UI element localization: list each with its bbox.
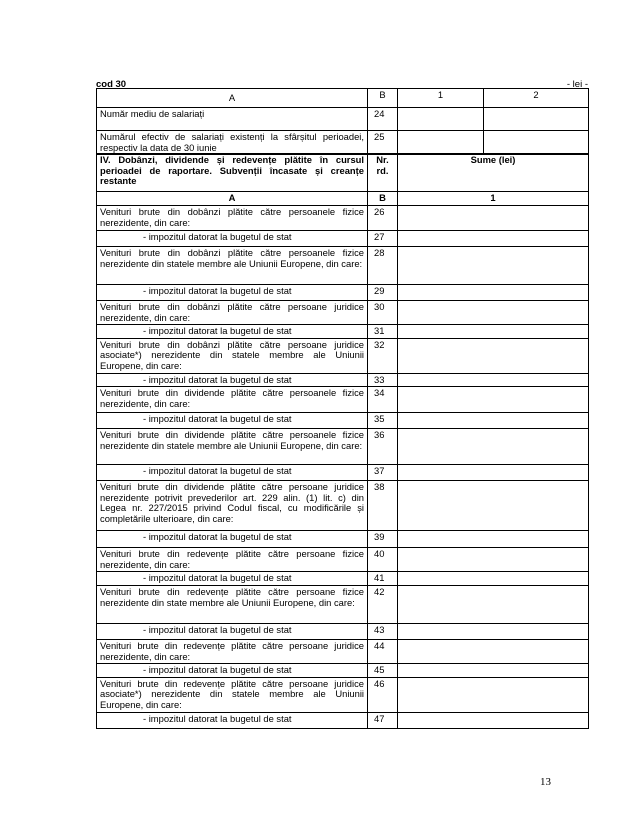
value-cell[interactable]: [398, 231, 589, 247]
table-row: [97, 301, 589, 325]
row-number: 36: [368, 429, 398, 465]
row-number: 46: [368, 677, 398, 712]
row-number: 31: [368, 325, 398, 339]
table-row: [97, 285, 589, 301]
value-cell[interactable]: [398, 481, 589, 531]
table-row: [97, 481, 589, 531]
col-header-1: 1: [398, 192, 589, 206]
row-label: Venituri brute din dobânzi plătite către persoane juridice nerezidente, din care:: [97, 301, 368, 325]
row-label: Număr mediu de salariați: [97, 108, 368, 131]
table-row: [97, 206, 589, 231]
row-label-tax: - impozitul datorat la bugetul de stat: [97, 465, 368, 481]
row-label: Venituri brute din redevențe plătite către persoane fizice nerezidente, din care:: [97, 548, 368, 572]
row-number: 34: [368, 387, 398, 413]
value-cell[interactable]: [398, 531, 589, 548]
value-cell[interactable]: [398, 639, 589, 663]
value-cell[interactable]: [398, 677, 589, 712]
value-cell[interactable]: [398, 465, 589, 481]
value-cell[interactable]: [398, 712, 589, 728]
row-label: Venituri brute din dividende plătite către persoane juridice nerezidente potrivit prevederilor art. 229 alin. (1) lit. c) din Legea nr. 227/2015 privind Codul fiscal, cu modificările și completările ulterioare, din care:: [97, 481, 368, 531]
table-row: [97, 677, 589, 712]
table-row: [97, 572, 589, 586]
row-number: 41: [368, 572, 398, 586]
sume-header: Sume (lei): [398, 154, 589, 192]
row-label: Venituri brute din dividende plătite către persoanele fizice nerezidente din statele membre ale Uniunii Europene, din care:: [97, 429, 368, 465]
row-number: 40: [368, 548, 398, 572]
interest-dividends-royalties-table: [96, 153, 589, 729]
value-cell[interactable]: [398, 285, 589, 301]
value-cell[interactable]: [398, 325, 589, 339]
row-label-tax: - impozitul datorat la bugetul de stat: [97, 712, 368, 728]
row-number: 27: [368, 231, 398, 247]
employees-table: [96, 88, 589, 155]
row-label-tax: - impozitul datorat la bugetul de stat: [97, 285, 368, 301]
page-number: 13: [540, 776, 551, 788]
table-row: [97, 325, 589, 339]
row-number: 24: [368, 108, 398, 131]
row-number: 29: [368, 285, 398, 301]
table-row: [97, 531, 589, 548]
table-row: [97, 548, 589, 572]
row-label-tax: - impozitul datorat la bugetul de stat: [97, 531, 368, 548]
row-number: 38: [368, 481, 398, 531]
col-header-1: 1: [398, 89, 484, 108]
table-row: [97, 664, 589, 678]
col-header-2: 2: [484, 89, 589, 108]
row-number: 32: [368, 338, 398, 373]
table-row: [97, 338, 589, 373]
table-row: [97, 623, 589, 639]
row-label: Numărul efectiv de salariați existenți la sfârșitul perioadei, respectiv la data de 30 iunie: [97, 131, 368, 155]
row-number: 26: [368, 206, 398, 231]
row-label-tax: - impozitul datorat la bugetul de stat: [97, 664, 368, 678]
section-title: IV. Dobânzi, dividende și redevențe plătite în cursul perioadei de raportare. Subvenții încasate și creanțe restante: [97, 154, 368, 192]
row-number: 43: [368, 623, 398, 639]
table-row: [97, 373, 589, 387]
col-header-b: B: [368, 192, 398, 206]
form-code: cod 30: [96, 79, 127, 90]
row-number: 42: [368, 585, 398, 623]
table-row: [97, 387, 589, 413]
row-number: 33: [368, 373, 398, 387]
table-row: [97, 413, 589, 429]
row-label: Venituri brute din redevențe plătite către persoane juridice nerezidente, din care:: [97, 639, 368, 663]
row-number: 39: [368, 531, 398, 548]
row-label-tax: - impozitul datorat la bugetul de stat: [97, 373, 368, 387]
col-header-a: A: [97, 89, 368, 108]
value-cell[interactable]: [398, 338, 589, 373]
row-number: 45: [368, 664, 398, 678]
row-label-tax: - impozitul datorat la bugetul de stat: [97, 572, 368, 586]
row-number: 30: [368, 301, 398, 325]
value-cell[interactable]: [398, 664, 589, 678]
table-row: [97, 231, 589, 247]
value-cell[interactable]: [484, 131, 589, 155]
value-cell[interactable]: [398, 623, 589, 639]
table-row: [97, 465, 589, 481]
table-row: [97, 247, 589, 285]
value-cell[interactable]: [398, 548, 589, 572]
table-row: [97, 429, 589, 465]
value-cell[interactable]: [398, 131, 484, 155]
row-label: Venituri brute din dobânzi plătite către persoanele fizice nerezidente din statele membre ale Uniunii Europene, din care:: [97, 247, 368, 285]
value-cell[interactable]: [398, 206, 589, 231]
row-number: 37: [368, 465, 398, 481]
value-cell[interactable]: [398, 387, 589, 413]
row-label-tax: - impozitul datorat la bugetul de stat: [97, 623, 368, 639]
value-cell[interactable]: [484, 108, 589, 131]
value-cell[interactable]: [398, 108, 484, 131]
value-cell[interactable]: [398, 373, 589, 387]
row-number: 47: [368, 712, 398, 728]
table-row: [97, 639, 589, 663]
table-row: [97, 712, 589, 728]
col-header-b: B: [368, 89, 398, 108]
row-label: Venituri brute din redevențe plătite către persoane fizice nerezidente din state membre ale Uniunii Europene, din care:: [97, 585, 368, 623]
value-cell[interactable]: [398, 413, 589, 429]
row-label: Venituri brute din dividende plătite către persoanele fizice nerezidente, din care:: [97, 387, 368, 413]
col-header-a: A: [97, 192, 368, 206]
row-label: Venituri brute din dobânzi plătite către persoanele fizice nerezidente, din care:: [97, 206, 368, 231]
nr-rd-header: Nr. rd.: [368, 154, 398, 192]
value-cell[interactable]: [398, 429, 589, 465]
row-label: Venituri brute din redevențe plătite către persoane juridice asociate*) nerezidente din statele membre ale Uniunii Europene, din care:: [97, 677, 368, 712]
row-label-tax: - impozitul datorat la bugetul de stat: [97, 413, 368, 429]
currency-unit: - lei -: [566, 79, 588, 90]
table-row: [97, 585, 589, 623]
row-label: Venituri brute din dobânzi plătite către persoane juridice asociate*) nerezidente din statele membre ale Uniunii Europene, din care:: [97, 338, 368, 373]
row-number: 25: [368, 131, 398, 155]
row-label-tax: - impozitul datorat la bugetul de stat: [97, 325, 368, 339]
row-number: 44: [368, 639, 398, 663]
row-label-tax: - impozitul datorat la bugetul de stat: [97, 231, 368, 247]
row-number: 28: [368, 247, 398, 285]
value-cell[interactable]: [398, 572, 589, 586]
value-cell[interactable]: [398, 301, 589, 325]
value-cell[interactable]: [398, 247, 589, 285]
value-cell[interactable]: [398, 585, 589, 623]
row-number: 35: [368, 413, 398, 429]
